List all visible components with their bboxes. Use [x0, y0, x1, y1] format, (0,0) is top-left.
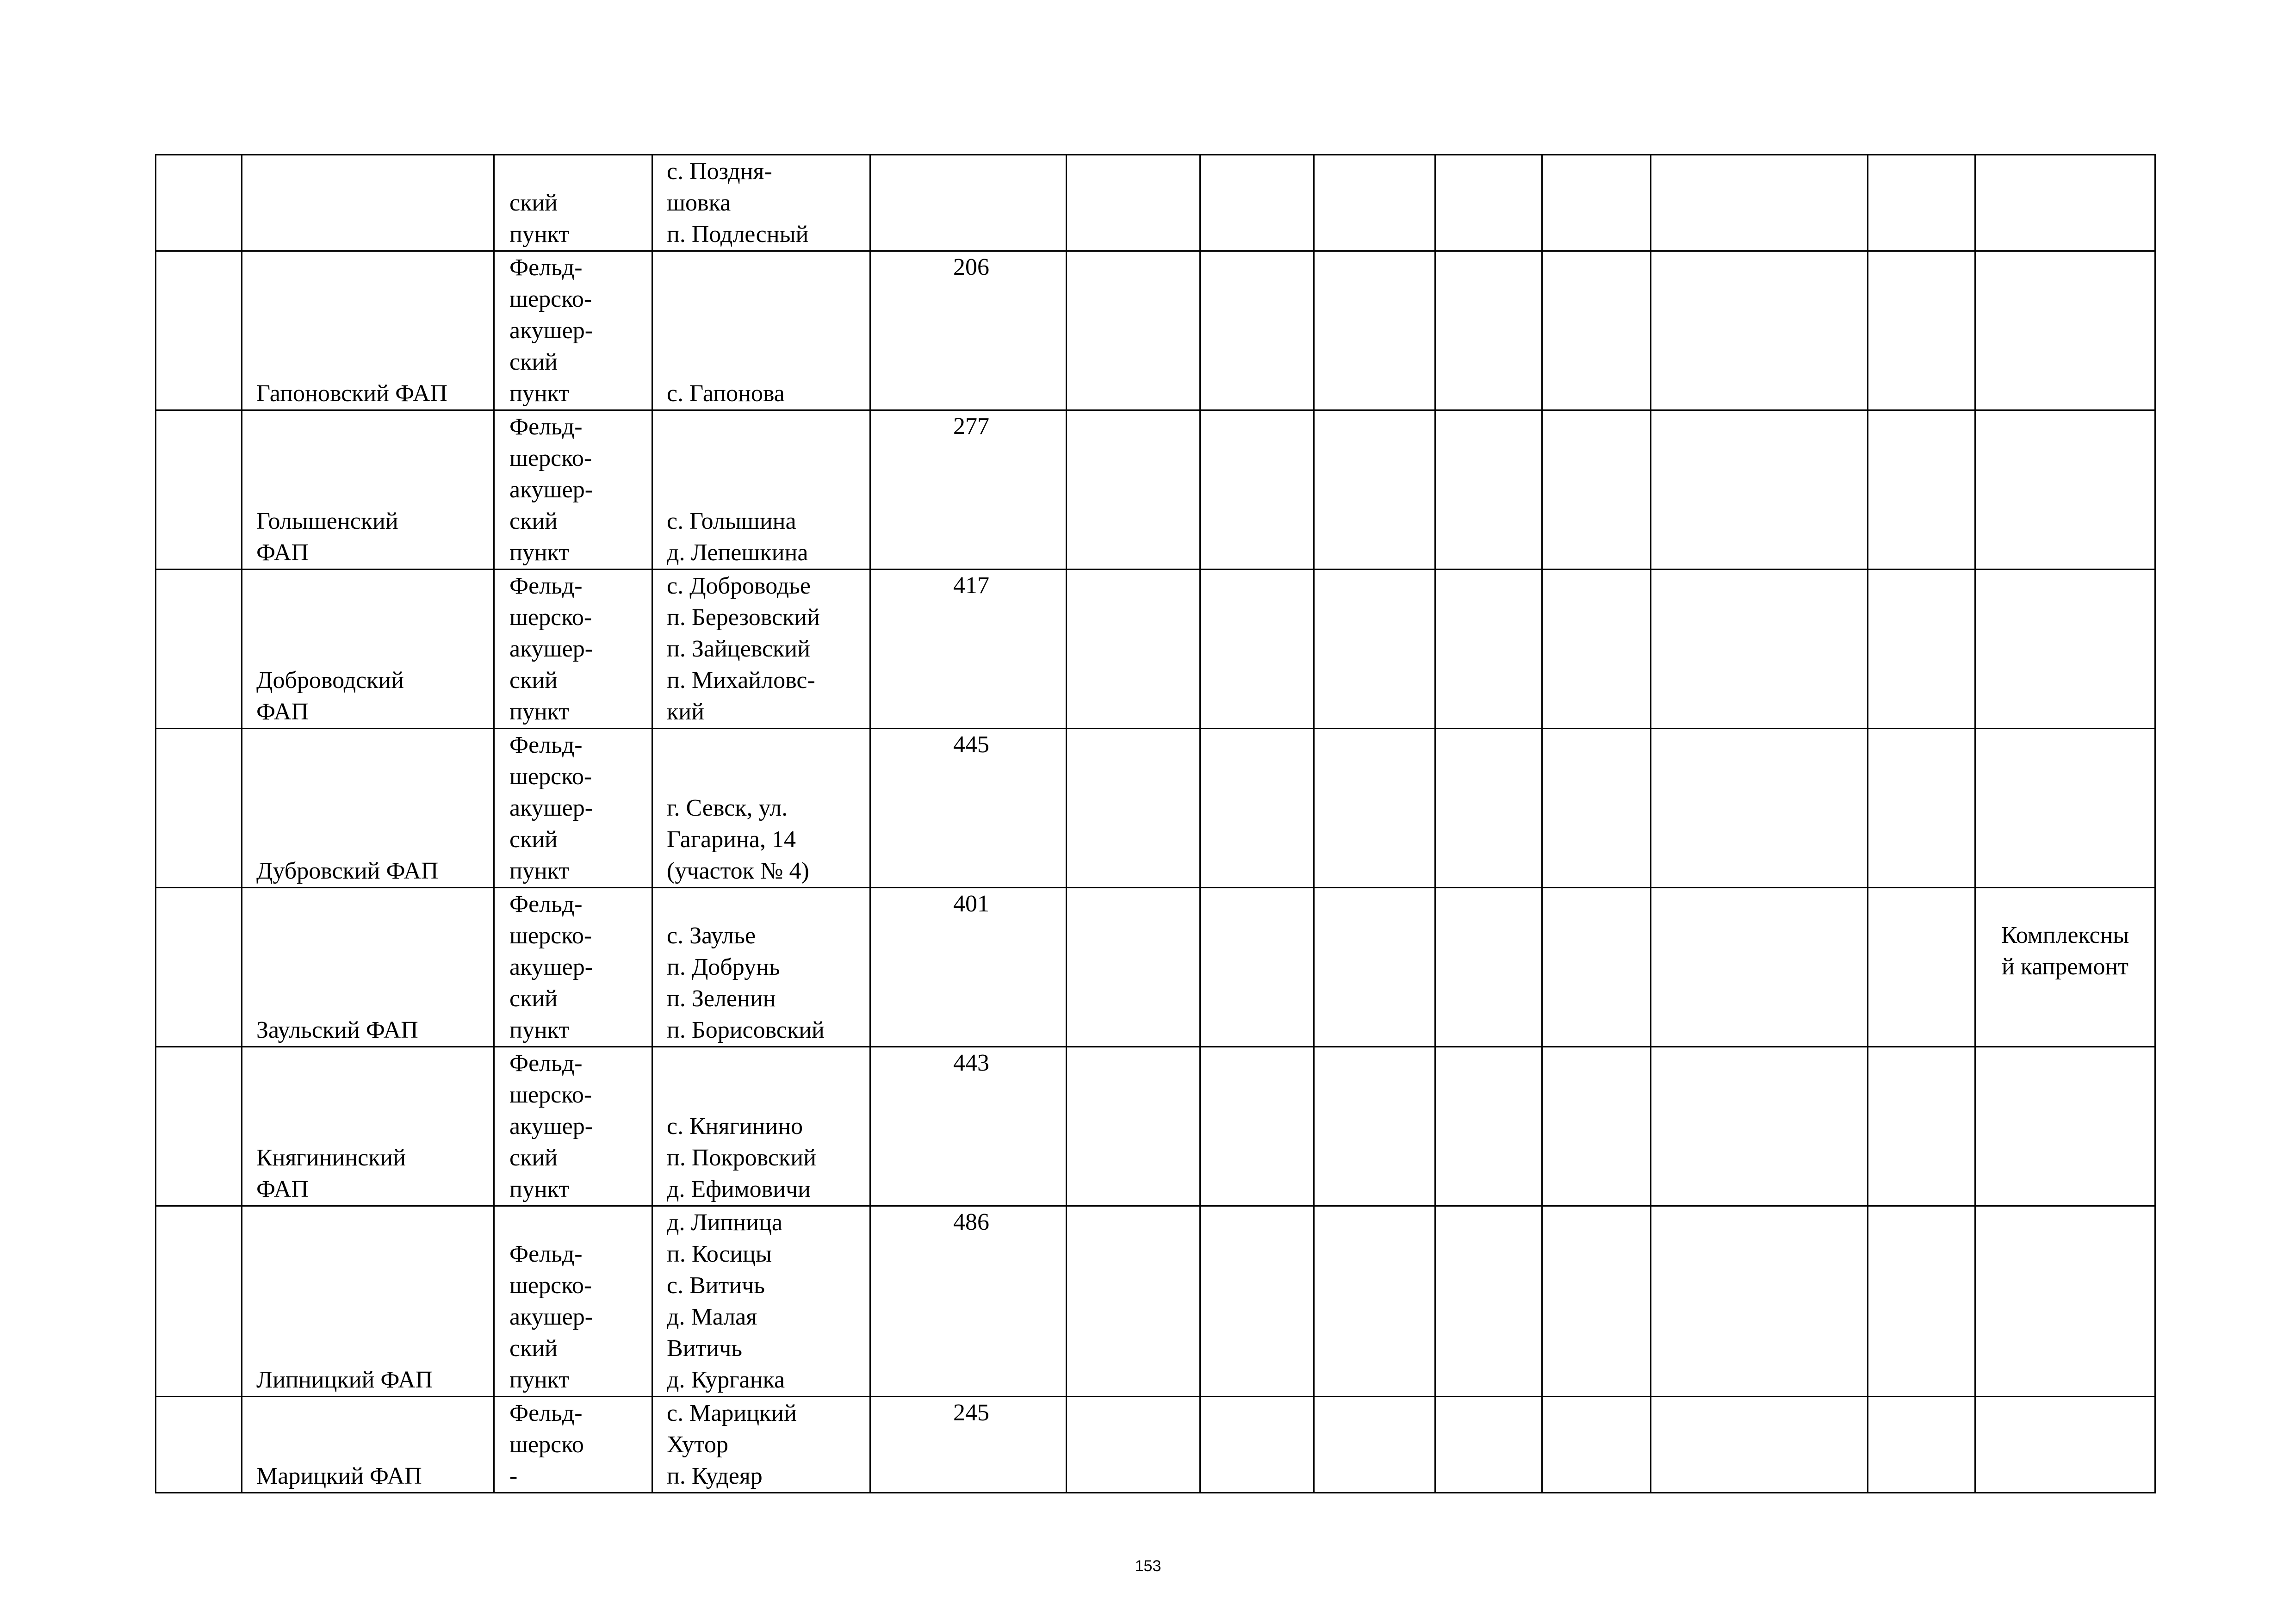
cell-empty	[1067, 1397, 1200, 1493]
facilities-table	[155, 154, 2156, 1493]
cell-empty	[1651, 570, 1868, 729]
cell-empty	[1314, 1397, 1435, 1493]
cell-settlements: с. Гапонова	[652, 251, 870, 410]
cell-empty	[1435, 1206, 1542, 1397]
cell-empty	[1868, 251, 1975, 410]
cell-empty	[1651, 410, 1868, 570]
table-body	[156, 155, 2155, 1493]
cell-empty	[1542, 251, 1651, 410]
cell-empty	[1435, 1397, 1542, 1493]
cell-empty	[1435, 155, 1542, 251]
cell-population: 486	[870, 1206, 1067, 1397]
cell-facility-name: Доброводский ФАП	[242, 570, 494, 729]
cell-empty	[1067, 155, 1200, 251]
cell-settlements: д. Липница п. Косицы с. Витичь д. Малая Витичь д. Курганка	[652, 1206, 870, 1397]
cell-facility-name: Гапоновский ФАП	[242, 251, 494, 410]
cell-index	[156, 729, 242, 888]
cell-empty	[1200, 888, 1314, 1047]
cell-facility-type: Фельд- шерско -	[494, 1397, 652, 1493]
cell-index	[156, 410, 242, 570]
cell-empty	[1651, 888, 1868, 1047]
cell-empty	[1314, 155, 1435, 251]
cell-empty	[1200, 1206, 1314, 1397]
cell-empty	[1868, 155, 1975, 251]
cell-facility-name: Липницкий ФАП	[242, 1206, 494, 1397]
cell-empty	[1067, 888, 1200, 1047]
cell-empty	[1067, 1206, 1200, 1397]
cell-population: 206	[870, 251, 1067, 410]
cell-settlements: г. Севск, ул. Гагарина, 14 (участок № 4)	[652, 729, 870, 888]
cell-empty	[1067, 729, 1200, 888]
cell-empty	[1200, 155, 1314, 251]
cell-empty	[1200, 570, 1314, 729]
cell-empty	[1314, 570, 1435, 729]
cell-empty	[1868, 1047, 1975, 1206]
cell-empty	[1651, 729, 1868, 888]
cell-facility-type: Фельд- шерско- акушер- ский пункт	[494, 729, 652, 888]
cell-empty	[1868, 729, 1975, 888]
cell-facility-type: Фельд- шерско- акушер- ский пункт	[494, 410, 652, 570]
cell-empty	[1067, 1047, 1200, 1206]
cell-empty	[1542, 1047, 1651, 1206]
cell-facility-type: Фельд- шерско- акушер- ский пункт	[494, 1206, 652, 1397]
cell-facility-type: Фельд- шерско- акушер- ский пункт	[494, 570, 652, 729]
cell-population: 401	[870, 888, 1067, 1047]
cell-note	[1975, 410, 2155, 570]
table-row	[156, 410, 2155, 570]
cell-note	[1975, 251, 2155, 410]
cell-empty	[1651, 1206, 1868, 1397]
cell-index	[156, 570, 242, 729]
cell-population	[870, 155, 1067, 251]
cell-facility-type: Фельд- шерско- акушер- ский пункт	[494, 251, 652, 410]
cell-empty	[1868, 1397, 1975, 1493]
cell-settlements: с. Доброводье п. Березовский п. Зайцевский п. Михайловс- кий	[652, 570, 870, 729]
cell-facility-type: ский пункт	[494, 155, 652, 251]
cell-note	[1975, 1206, 2155, 1397]
cell-index	[156, 1047, 242, 1206]
cell-index	[156, 155, 242, 251]
cell-empty	[1651, 1047, 1868, 1206]
cell-empty	[1314, 410, 1435, 570]
cell-empty	[1200, 251, 1314, 410]
cell-empty	[1435, 729, 1542, 888]
cell-empty	[1651, 155, 1868, 251]
cell-empty	[1542, 410, 1651, 570]
cell-empty	[1200, 729, 1314, 888]
cell-population: 245	[870, 1397, 1067, 1493]
cell-note	[1975, 155, 2155, 251]
table-row	[156, 1397, 2155, 1493]
cell-empty	[1868, 888, 1975, 1047]
cell-facility-name: Марицкий ФАП	[242, 1397, 494, 1493]
cell-empty	[1542, 888, 1651, 1047]
cell-settlements: с. Поздня- шовка п. Подлесный	[652, 155, 870, 251]
cell-facility-name: Заульский ФАП	[242, 888, 494, 1047]
cell-note	[1975, 1047, 2155, 1206]
cell-population: 445	[870, 729, 1067, 888]
cell-empty	[1067, 570, 1200, 729]
page-number: 153	[1135, 1557, 1161, 1575]
cell-empty	[1542, 1206, 1651, 1397]
cell-settlements: с. Заулье п. Добрунь п. Зеленин п. Борисовский	[652, 888, 870, 1047]
cell-empty	[1435, 888, 1542, 1047]
table-row	[156, 888, 2155, 1047]
cell-settlements: с. Княгинино п. Покровский д. Ефимовичи	[652, 1047, 870, 1206]
cell-empty	[1651, 251, 1868, 410]
cell-empty	[1314, 888, 1435, 1047]
cell-empty	[1314, 251, 1435, 410]
table-row	[156, 155, 2155, 251]
cell-facility-type: Фельд- шерско- акушер- ский пункт	[494, 1047, 652, 1206]
cell-empty	[1868, 570, 1975, 729]
cell-facility-type: Фельд- шерско- акушер- ский пункт	[494, 888, 652, 1047]
cell-empty	[1314, 1047, 1435, 1206]
cell-note	[1975, 1397, 2155, 1493]
cell-empty	[1542, 1397, 1651, 1493]
cell-empty	[1435, 1047, 1542, 1206]
cell-settlements: с. Марицкий Хутор п. Кудеяр	[652, 1397, 870, 1493]
cell-population: 277	[870, 410, 1067, 570]
cell-facility-name: Княгининский ФАП	[242, 1047, 494, 1206]
cell-note	[1975, 729, 2155, 888]
cell-population: 417	[870, 570, 1067, 729]
cell-index	[156, 888, 242, 1047]
cell-empty	[1868, 1206, 1975, 1397]
cell-empty	[1200, 1047, 1314, 1206]
cell-index	[156, 251, 242, 410]
cell-empty	[1314, 1206, 1435, 1397]
cell-empty	[1542, 155, 1651, 251]
cell-empty	[1314, 729, 1435, 888]
cell-empty	[1542, 729, 1651, 888]
table-row	[156, 1047, 2155, 1206]
cell-empty	[1542, 570, 1651, 729]
table-row	[156, 1206, 2155, 1397]
cell-facility-name: Дубровский ФАП	[242, 729, 494, 888]
cell-empty	[1067, 251, 1200, 410]
cell-empty	[1651, 1397, 1868, 1493]
cell-empty	[1435, 251, 1542, 410]
cell-note	[1975, 570, 2155, 729]
table-row	[156, 570, 2155, 729]
cell-facility-name	[242, 155, 494, 251]
cell-empty	[1435, 570, 1542, 729]
cell-index	[156, 1206, 242, 1397]
table-row	[156, 729, 2155, 888]
cell-note: Комплексны й капремонт	[1975, 888, 2155, 1047]
table-row	[156, 251, 2155, 410]
cell-facility-name: Голышенский ФАП	[242, 410, 494, 570]
cell-empty	[1435, 410, 1542, 570]
cell-empty	[1200, 410, 1314, 570]
cell-settlements: с. Голышина д. Лепешкина	[652, 410, 870, 570]
cell-index	[156, 1397, 242, 1493]
cell-empty	[1200, 1397, 1314, 1493]
cell-empty	[1868, 410, 1975, 570]
cell-empty	[1067, 410, 1200, 570]
cell-population: 443	[870, 1047, 1067, 1206]
